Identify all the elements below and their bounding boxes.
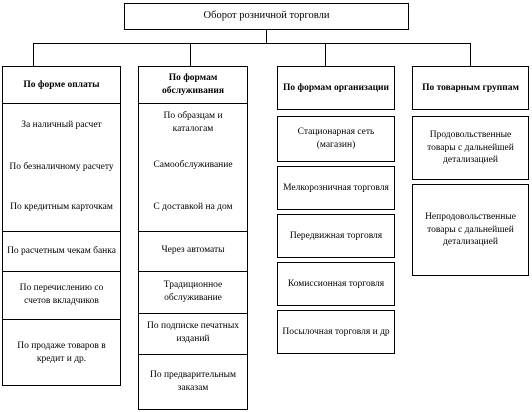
group-item-box (412, 184, 529, 276)
list-item: Продовольственные товары с дальнейшей детализацией (427, 129, 514, 166)
list-item: Передвижная торговля (289, 230, 383, 241)
root-connector (266, 30, 267, 43)
list-item: Самообслуживание (153, 159, 233, 170)
column-header: По формам организации (282, 82, 389, 93)
list-item: За наличный расчет (21, 119, 102, 130)
list-item: По образцам и каталогам (163, 111, 223, 134)
org-item-box (277, 214, 395, 258)
column-organization (277, 66, 395, 110)
org-item-box (277, 310, 395, 354)
list-item: По расчетным чекам банка (7, 245, 116, 256)
root-node (124, 3, 409, 30)
list-item: Посылочная торговля и др (282, 326, 390, 337)
list-item: По предварительным заказам (149, 370, 237, 393)
list-item: Традиционное обслуживание (163, 280, 223, 303)
column-header: По формам обслуживания (161, 73, 224, 96)
list-item: Через автоматы (161, 244, 225, 255)
list-item: По подписке печатных изданий (147, 321, 239, 344)
list-item: По перечислению со счетов вкладчиков (19, 283, 104, 306)
list-item: По безналичному расчету (9, 161, 114, 172)
column-product-groups (412, 66, 529, 110)
column-header: По форме оплаты (23, 79, 100, 90)
org-item-box (277, 166, 395, 210)
list-item: Комиссионная торговля (287, 278, 385, 289)
list-item: Непродовольственные товары с дальнейшей детализацией (425, 211, 516, 248)
branch-connector-3 (325, 43, 326, 66)
list-item: Мелкорозничная торговля (283, 182, 389, 193)
list-item: С доставкой на дом (153, 201, 233, 212)
column-service (138, 66, 248, 410)
column-payment (2, 66, 121, 386)
list-item: По продаже товаров в кредит и др. (17, 341, 106, 364)
branch-bar (33, 43, 470, 44)
branch-connector-4 (470, 43, 471, 66)
branch-connector-1 (33, 43, 34, 66)
branch-connector-2 (190, 43, 191, 66)
org-item-box (277, 262, 395, 306)
group-item-box (412, 116, 529, 180)
org-item-box (277, 116, 395, 162)
list-item: По кредитным карточкам (10, 201, 113, 212)
column-header: По товарным группам (422, 82, 519, 93)
list-item: Стационарная сеть (магазин) (297, 127, 375, 150)
root-title: Оборот розничной торговли (203, 10, 330, 22)
